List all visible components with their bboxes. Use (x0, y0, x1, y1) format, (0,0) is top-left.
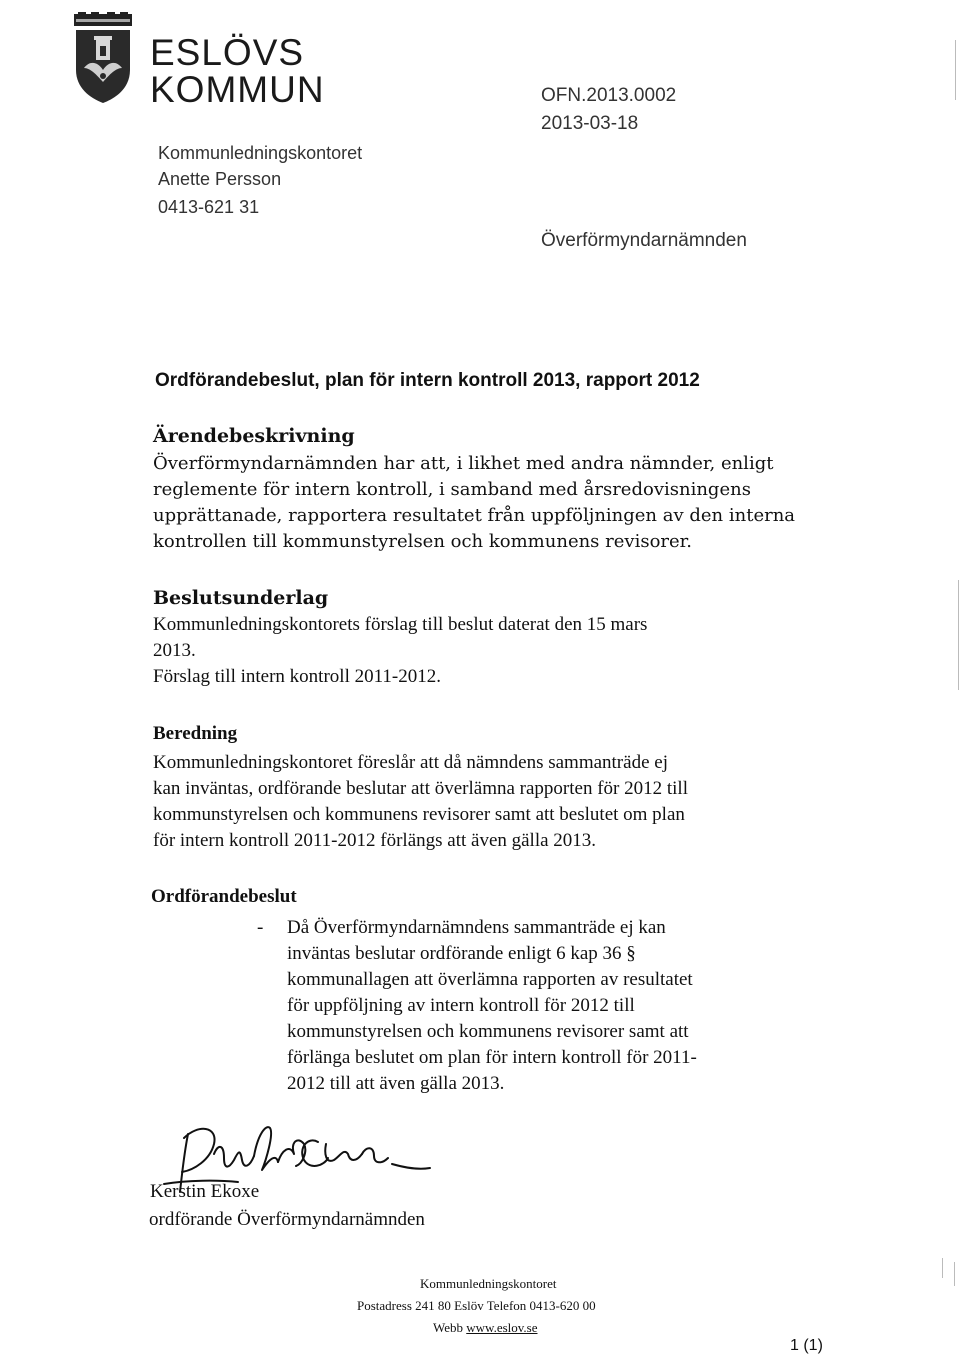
body-line: 2013. (153, 640, 196, 661)
body-line: Då Överförmyndarnämndens sammanträde ej kan (287, 917, 666, 938)
body-line: kommunstyrelsen och kommunens revisorer samt att beslutet om plan (153, 804, 685, 825)
body-line: kommunallagen att överlämna rapporten av resultatet (287, 969, 693, 990)
section-heading-ordforandebeslut: Ordförandebeslut (151, 886, 297, 907)
sender-phone: 0413-621 31 (158, 197, 260, 217)
body-line: förlänga beslutet om plan för intern kontroll för 2011- (287, 1047, 697, 1068)
bullet-dash: - (257, 917, 264, 938)
section-body-ordforandebeslut (287, 915, 697, 1097)
body-line: Kommunledningskontorets förslag till beslut daterat den 15 mars (153, 614, 648, 635)
section-heading-arendebeskrivning: Ärendebeskrivning (153, 425, 355, 447)
scan-mark (942, 1258, 943, 1278)
signer-title: ordförande Överförmyndarnämnden (149, 1209, 425, 1230)
signer-name: Kerstin Ekoxe (150, 1181, 260, 1202)
footer-web-label: Webb (433, 1320, 463, 1335)
footer-address: Postadress 241 80 Eslöv Telefon 0413-620 00 (357, 1298, 596, 1313)
body-line: Överförmyndarnämnden har att, i likhet med andra nämnder, enligt (153, 453, 774, 474)
body-line: 2012 till att även gälla 2013. (287, 1073, 505, 1094)
body-line: kan inväntas, ordförande beslutar att överlämna rapporten för 2012 till (153, 778, 688, 799)
body-line: reglemente för intern kontroll, i samband med årsredovisningens (153, 479, 751, 500)
section-body-arendebeskrivning (153, 451, 795, 555)
municipality-logo-text (150, 34, 325, 108)
body-line: kommunstyrelsen och kommunens revisorer samt att (287, 1021, 689, 1042)
section-body-beslutsunderlag (153, 612, 647, 690)
logo-line-2: KOMMUN (150, 69, 325, 110)
scan-mark (958, 580, 959, 690)
page-number: 1 (1) (790, 1337, 823, 1354)
body-line: Kommunledningskontoret föreslår att då nämndens sammanträde ej (153, 752, 668, 773)
section-heading-beredning: Beredning (153, 723, 238, 744)
footer-web (433, 1318, 538, 1338)
logo-line-1: ESLÖVS (150, 32, 305, 73)
sender-name: Anette Persson (158, 169, 282, 189)
scan-mark (955, 40, 956, 100)
document-date: 2013-03-18 (541, 113, 639, 134)
municipal-coat-of-arms-icon (70, 12, 136, 104)
body-line: upprättanade, rapportera resultatet från uppföljningen av den interna (153, 505, 796, 526)
recipient: Överförmyndarnämnden (541, 230, 747, 251)
body-line: Förslag till intern kontroll 2011-2012. (153, 666, 441, 687)
body-line: för uppföljning av intern kontroll för 2012 till (287, 995, 635, 1016)
section-heading-beslutsunderlag: Beslutsunderlag (153, 587, 329, 609)
body-line: för intern kontroll 2011-2012 förlängs att även gälla 2013. (153, 830, 597, 851)
reference-number: OFN.2013.0002 (541, 85, 677, 106)
section-body-beredning (153, 750, 688, 854)
body-line: inväntas beslutar ordförande enligt 6 kap 36 § (287, 943, 636, 964)
sender-department: Kommunledningskontoret (158, 143, 363, 163)
scan-mark (954, 1262, 955, 1286)
footer-organization: Kommunledningskontoret (420, 1276, 557, 1291)
footer-web-link[interactable]: www.eslov.se (466, 1320, 538, 1335)
document-title: Ordförandebeslut, plan för intern kontroll 2013, rapport 2012 (155, 370, 700, 391)
body-line: kontrollen till kommunstyrelsen och kommunens revisorer. (153, 531, 693, 552)
